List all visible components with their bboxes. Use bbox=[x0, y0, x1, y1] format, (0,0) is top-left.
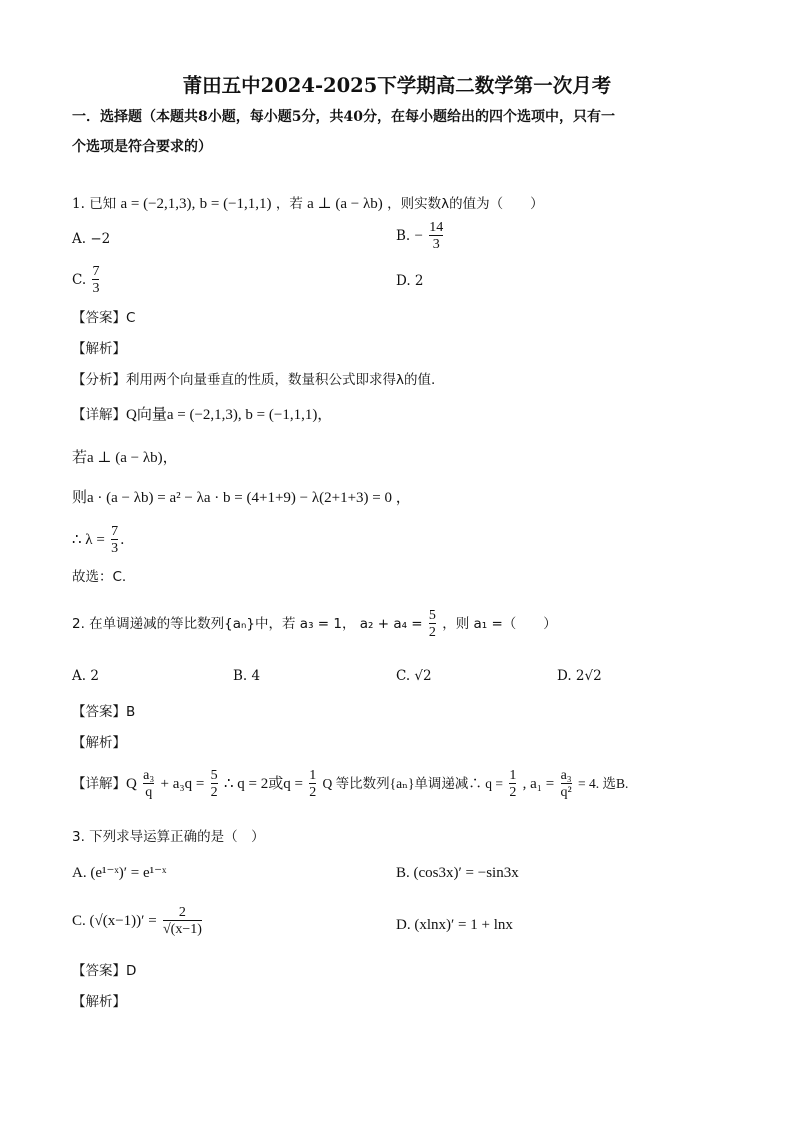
denominator: 3 bbox=[429, 235, 443, 252]
numerator: 7 bbox=[111, 524, 119, 539]
q2-detail-fraction-2 bbox=[211, 768, 218, 801]
q1-detail1: Q向量a = (−2,1,3), b = (−1,1,1)， bbox=[126, 407, 333, 423]
denominator: 3 bbox=[92, 281, 100, 297]
q3-answer: 【答案】D bbox=[72, 963, 137, 979]
q1-fenxi: 【分析】利用两个向量垂直的性质，数量积公式即求得λ的值. bbox=[72, 372, 436, 388]
q1-option-b-sign: − bbox=[414, 227, 423, 244]
q1-option-a: A. −2 bbox=[72, 231, 111, 247]
numerator: 5 bbox=[428, 608, 436, 623]
q3-option-c-pre: C. (√(x−1))′ = bbox=[72, 912, 157, 929]
section-header-line1: 一．选择题（本题共8小题，每小题5分，共40分，在每小题给出的四个选项中，只有一 bbox=[72, 109, 615, 125]
numerator: 2 bbox=[178, 905, 186, 920]
numerator: a₃ bbox=[560, 768, 572, 783]
q3-option-d: D. (xlnx)′ = 1 + lnx bbox=[396, 917, 513, 933]
q2-option-b: B. 4 bbox=[233, 668, 261, 684]
q3-stem: 3. 下列求导运算正确的是（ ） bbox=[72, 829, 265, 845]
numerator: 5 bbox=[210, 768, 218, 783]
q1-analysis: 【解析】 bbox=[72, 341, 126, 357]
q2-option-d: D. 2√2 bbox=[557, 668, 602, 684]
q2-detail-mid2: ∴ q = 2或q = bbox=[223, 775, 303, 792]
q2-stem bbox=[72, 608, 557, 641]
denominator: 2 bbox=[509, 785, 517, 801]
q1-detail4-post: . bbox=[120, 531, 125, 548]
q1-detail-line4 bbox=[72, 524, 124, 557]
q1-detail-line1 bbox=[72, 408, 332, 423]
q2-detail-fraction-3 bbox=[309, 768, 316, 801]
q3-option-c bbox=[72, 905, 204, 938]
q2-detail-a: Q bbox=[126, 775, 137, 792]
q2-stem-post: ，则 a₁ =（ ） bbox=[442, 615, 557, 632]
q2-detail-end: = 4. 选B. bbox=[578, 775, 629, 791]
q2-detail-mid1: + a₃q = bbox=[160, 775, 205, 792]
numerator: 14 bbox=[429, 220, 444, 235]
q2-analysis: 【解析】 bbox=[72, 735, 126, 751]
denominator: q bbox=[143, 783, 154, 800]
q1-option-b-fraction bbox=[429, 220, 443, 253]
denominator: √(x−1) bbox=[162, 922, 202, 938]
denominator: 2 bbox=[428, 625, 436, 641]
q2-detail-fraction-4 bbox=[509, 768, 516, 801]
q1-option-b-label: B. bbox=[396, 227, 411, 244]
q1-question: ，则实数λ的值为（ ） bbox=[387, 196, 544, 212]
q2-detail-fraction-5 bbox=[561, 768, 572, 801]
q2-detail-fraction-1 bbox=[143, 768, 154, 801]
q1-vector-b: b = (−1,1,1) bbox=[199, 196, 272, 212]
denominator: q² bbox=[560, 785, 572, 801]
numerator: a₃ bbox=[143, 768, 155, 783]
numerator: 1 bbox=[509, 768, 517, 783]
denominator: 2 bbox=[210, 785, 218, 801]
q1-detail4-fraction bbox=[111, 524, 118, 557]
q1-option-d: D. 2 bbox=[396, 273, 424, 289]
q2-detail bbox=[72, 768, 628, 801]
q1-stem: 1. 已知 a = (−2,1,3), b = (−1,1,1) ，若 a ⊥ (a − λb) ，则实数λ的值为（ ） bbox=[72, 196, 544, 212]
q1-number: 1. bbox=[72, 196, 85, 212]
page-title: 莆田五中2024-2025下学期高二数学第一次月考 bbox=[182, 74, 612, 97]
denominator: 2 bbox=[309, 785, 317, 801]
q1-answer: 【答案】C bbox=[72, 310, 136, 326]
section-header-line2: 个选项是符合要求的） bbox=[72, 139, 212, 155]
q3-option-c-fraction bbox=[163, 905, 202, 938]
q2-detail-tag: 【详解】 bbox=[72, 775, 126, 792]
q1-pre: 已知 bbox=[89, 196, 117, 212]
q1-detail-line3: 则a · (a − λb) = a² − λa · b = (4+1+9) − λ(2+1+3) = 0 ， bbox=[72, 490, 411, 506]
q2-answer: 【答案】B bbox=[72, 704, 136, 720]
q1-option-c-fraction bbox=[92, 264, 99, 297]
q1-option-b bbox=[396, 220, 445, 253]
numerator: 1 bbox=[309, 768, 317, 783]
q2-stem-pre: 2. 在单调递减的等比数列{aₙ}中，若 a₃ = 1， a₂ + a₄ = bbox=[72, 615, 423, 632]
q1-option-c bbox=[72, 264, 101, 297]
q1-condition: a ⊥ (a − λb) bbox=[307, 196, 383, 212]
q3-analysis: 【解析】 bbox=[72, 994, 126, 1010]
q2-stem-fraction bbox=[429, 608, 436, 641]
q3-option-a: A. (e¹⁻ˣ)′ = e¹⁻ˣ bbox=[72, 865, 167, 881]
q2-option-c: C. √2 bbox=[396, 668, 432, 684]
q1-option-c-label: C. bbox=[72, 271, 87, 288]
q2-detail-mid3: Q 等比数列{aₙ}单调递减∴ q = bbox=[322, 775, 504, 791]
numerator: 7 bbox=[92, 264, 100, 279]
q2-option-a: A. 2 bbox=[72, 668, 99, 684]
q3-option-b: B. (cos3x)′ = −sin3x bbox=[396, 865, 519, 881]
q1-vector-a: a = (−2,1,3) bbox=[120, 196, 192, 212]
q1-detail-line2: 若a ⊥ (a − λb)， bbox=[72, 450, 178, 466]
denominator: 3 bbox=[111, 541, 119, 557]
q1-choose: 故选：C. bbox=[72, 569, 127, 585]
q1-detail-tag: 【详解】 bbox=[72, 407, 126, 423]
q1-cond-pre: ，若 bbox=[275, 196, 303, 212]
q1-detail4-pre: ∴ λ = bbox=[72, 531, 105, 548]
q2-detail-mid4: , a₁ = bbox=[522, 775, 555, 792]
